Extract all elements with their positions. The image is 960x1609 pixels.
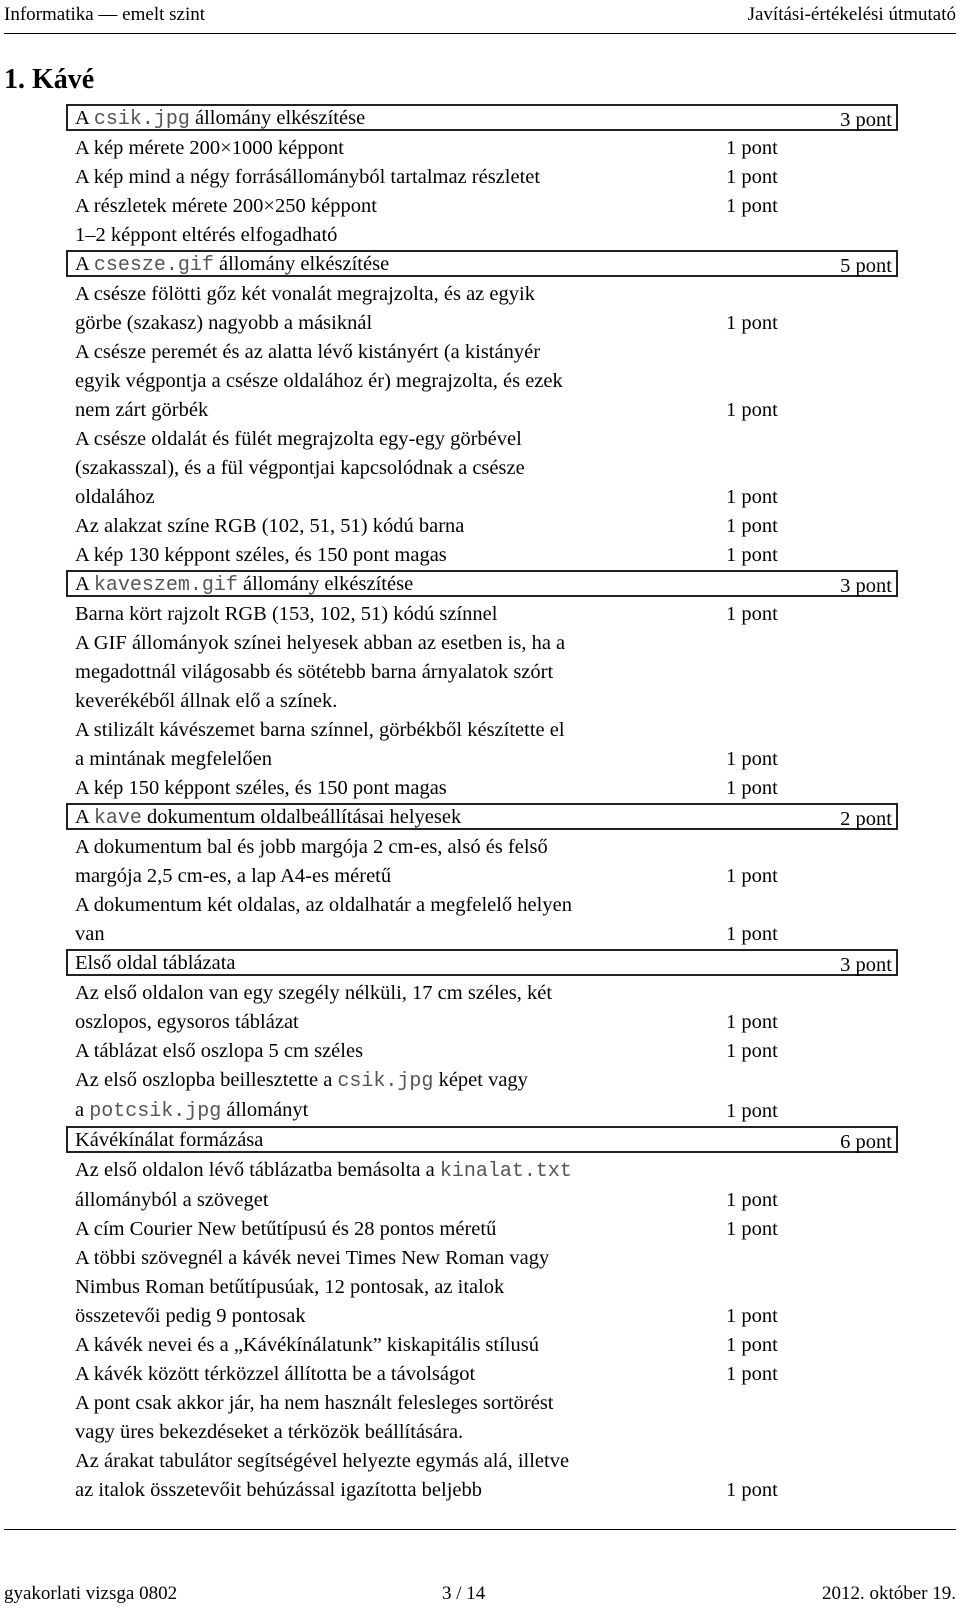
criterion-row: [66, 1215, 898, 1244]
text-fragment: oszlopos, egysoros táblázat: [75, 1011, 299, 1033]
text-fragment: Az első oldalon van egy szegély nélküli, 17 cm széles, két: [75, 982, 553, 1004]
header-subject: Informatika — emelt szint: [4, 4, 206, 25]
criterion-text-line: [66, 1331, 695, 1360]
footer-exam: gyakorlati vizsga 0802: [4, 1583, 178, 1604]
section-header-row: [66, 949, 898, 979]
text-fragment: A táblázat első oszlopa 5 cm széles: [75, 1040, 364, 1062]
section-points: 3 pont: [840, 954, 892, 976]
criterion-text-line: [66, 1096, 695, 1126]
criterion-points: 1 pont: [726, 486, 778, 508]
section-header-row: [66, 570, 898, 600]
criterion-points: 1 pont: [726, 1040, 778, 1062]
text-fragment: 1–2 képpont eltérés elfogadható: [75, 224, 338, 246]
page-title: 1. Kávé: [4, 64, 95, 95]
criterion-points: 1 pont: [726, 923, 778, 945]
criterion-text-line: [66, 396, 695, 425]
text-fragment: A cím Courier New betűtípusú és 28 pontos méretű: [75, 1218, 497, 1240]
criterion-row: [66, 425, 898, 512]
criterion-text-line: [66, 425, 695, 454]
filename-text: jpg: [153, 108, 190, 131]
criterion-row: [66, 541, 898, 570]
text-fragment: A többi szövegnél a kávék nevei Times New Roman vagy: [75, 1247, 550, 1269]
criterion-points: 1 pont: [726, 399, 778, 421]
criterion-points: 1 pont: [726, 1305, 778, 1327]
filename-text: kinalat.txt: [439, 1160, 572, 1183]
criterion-row: [66, 163, 898, 192]
filename-text: csik.jpg: [337, 1070, 434, 1093]
criterion-text-line: [66, 745, 695, 774]
criterion-points: 1 pont: [726, 544, 778, 566]
section-points: 3 pont: [840, 575, 892, 597]
criterion-text-line: [66, 774, 695, 803]
text-fragment: állományt: [221, 1099, 309, 1121]
criterion-text-line: [66, 1273, 695, 1302]
text-fragment: az italok összetevőit behúzással igazította beljebb: [75, 1479, 483, 1501]
filename-text: kave: [93, 807, 142, 830]
criterion-row: [66, 979, 898, 1037]
footer-page-number: 3 / 14: [442, 1583, 486, 1604]
text-fragment: A stilizált kávészemet barna színnel, görbékből készítette el: [75, 719, 565, 741]
criterion-points: 1 pont: [726, 603, 778, 625]
criterion-text-line: [66, 833, 695, 862]
criterion-row: [66, 192, 898, 221]
section-header-row: [66, 250, 898, 280]
text-fragment: állomány elkészítése: [189, 107, 366, 129]
text-fragment: A csésze peremét és az alatta lévő kistányért (a kistányér: [75, 341, 541, 363]
criterion-text-line: [66, 163, 695, 192]
section-points: 6 pont: [840, 1131, 892, 1153]
criterion-text-line: [66, 483, 695, 512]
criterion-points: 1 pont: [726, 515, 778, 537]
criterion-points: 1 pont: [726, 1363, 778, 1385]
criterion-points: 1 pont: [726, 1218, 778, 1240]
text-fragment: Nimbus Roman betűtípusúak, 12 pontosak, az italok: [75, 1276, 505, 1298]
criterion-text-line: [66, 1302, 695, 1331]
criterion-text-line: [66, 920, 695, 949]
text-fragment: állományból a szöveget: [75, 1189, 269, 1211]
text-fragment: (szakasszal), és a fül végpontjai kapcsolódnak a csésze: [75, 457, 525, 479]
section-title: [75, 1127, 263, 1153]
text-fragment: a: [75, 1099, 90, 1121]
criterion-text-line: [66, 367, 695, 396]
section-header-row: [66, 1126, 898, 1156]
header-doc-type: Javítási-értékelési útmutató: [747, 4, 956, 25]
text-fragment: görbe (szakasz) nagyobb a másiknál: [75, 312, 373, 334]
criterion-row: [66, 512, 898, 541]
text-fragment: A kép 130 képpont széles, és 150 pont magas: [75, 544, 447, 566]
section-points: 3 pont: [840, 109, 892, 131]
criterion-text-line: [66, 1156, 695, 1186]
criterion-text-line: [66, 979, 695, 1008]
section-title: [75, 105, 365, 133]
criterion-text-line: [66, 629, 695, 658]
criterion-row: [66, 1066, 898, 1126]
text-fragment: A: [75, 253, 94, 275]
text-fragment: A: [75, 573, 94, 595]
criterion-points: 1 pont: [726, 1479, 778, 1501]
text-fragment: A: [75, 107, 94, 129]
criterion-row: [66, 1360, 898, 1389]
section-title: [75, 251, 389, 279]
text-fragment: összetevői pedig 9 pontosak: [75, 1305, 306, 1327]
filename-text: kaveszem.gif: [93, 574, 238, 597]
criterion-row: [66, 833, 898, 891]
criterion-text-line: [66, 541, 695, 570]
text-fragment: Kávékínálat formázása: [75, 1129, 264, 1151]
criterion-text-line: [66, 134, 695, 163]
criterion-text-line: [66, 687, 695, 716]
criterion-text-line: [66, 862, 695, 891]
footer-rule: [4, 1529, 956, 1530]
text-fragment: A kép mind a négy forrásállományból tartalmaz részletet: [75, 166, 541, 188]
criterion-row: [66, 1244, 898, 1331]
criterion-row: [66, 1037, 898, 1066]
text-fragment: oldalához: [75, 486, 155, 508]
criterion-row: [66, 629, 898, 716]
criterion-row: [66, 1389, 898, 1447]
criterion-text-line: [66, 192, 695, 221]
filename-text: csik.: [93, 108, 154, 131]
text-fragment: Első oldal táblázata: [75, 952, 236, 974]
criterion-text-line: [66, 1476, 695, 1505]
text-fragment: állomány elkészítése: [237, 573, 414, 595]
text-fragment: Az árakat tabulátor segítségével helyezte egymás alá, illetve: [75, 1450, 570, 1472]
scoring-table: [66, 104, 898, 1505]
text-fragment: Az első oszlopba beillesztette a: [75, 1069, 338, 1091]
section-title: [75, 571, 413, 599]
criterion-text-line: [66, 1389, 695, 1418]
criterion-text-line: [66, 1447, 695, 1476]
filename-text: potcsik.jpg: [89, 1100, 222, 1123]
text-fragment: A kávék nevei és a „Kávékínálatunk” kiskapitális stílusú: [75, 1334, 539, 1356]
criterion-points: 1 pont: [726, 1011, 778, 1033]
text-fragment: egyik végpontja a csésze oldalához ér) megrajzolta, és ezek: [75, 370, 563, 392]
criterion-points: 1 pont: [726, 137, 778, 159]
criterion-row: [66, 1156, 898, 1215]
footer-date: 2012. október 19.: [821, 1583, 956, 1604]
criterion-points: 1 pont: [726, 195, 778, 217]
criterion-points: 1 pont: [726, 748, 778, 770]
page-header: [4, 2, 956, 28]
criterion-points: 1 pont: [726, 1334, 778, 1356]
criterion-row: [66, 1331, 898, 1360]
criterion-text-line: [66, 716, 695, 745]
text-fragment: A kép 150 képpont széles, és 150 pont magas: [75, 777, 447, 799]
criterion-row: [66, 221, 898, 250]
text-fragment: A GIF állományok színei helyesek abban az esetben is, ha a: [75, 632, 566, 654]
criterion-row: [66, 774, 898, 803]
criterion-points: 1 pont: [726, 1189, 778, 1211]
criterion-points: 1 pont: [726, 865, 778, 887]
text-fragment: képet vagy: [433, 1069, 528, 1091]
text-fragment: Az első oldalon lévő táblázatba bemásolta a: [75, 1159, 440, 1181]
criterion-text-line: [66, 600, 695, 629]
criterion-text-line: [66, 1037, 695, 1066]
criterion-points: 1 pont: [726, 312, 778, 334]
text-fragment: Az alakzat színe RGB (102, 51, 51) kódú barna: [75, 515, 465, 537]
text-fragment: Barna kört rajzolt RGB (153, 102, 51) kódú színnel: [75, 603, 498, 625]
text-fragment: dokumentum oldalbeállításai helyesek: [141, 806, 462, 828]
criterion-text-line: [66, 512, 695, 541]
criterion-row: [66, 716, 898, 774]
criterion-text-line: [66, 658, 695, 687]
criterion-row: [66, 1447, 898, 1505]
criterion-points: 1 pont: [726, 166, 778, 188]
text-fragment: A kép mérete 200×1000 képpont: [75, 137, 344, 159]
section-title: [75, 950, 236, 976]
criterion-points: 1 pont: [726, 777, 778, 799]
text-fragment: A részletek mérete 200×250 képpont: [75, 195, 377, 217]
header-rule: [4, 33, 956, 34]
criterion-row: [66, 891, 898, 949]
criterion-row: [66, 134, 898, 163]
criterion-text-line: [66, 1360, 695, 1389]
criterion-text-line: [66, 1418, 695, 1447]
text-fragment: nem zárt görbék: [75, 399, 209, 421]
text-fragment: A dokumentum bal és jobb margója 2 cm-es, alsó és felső: [75, 836, 548, 858]
text-fragment: margója 2,5 cm-es, a lap A4-es méretű: [75, 865, 392, 887]
text-fragment: állomány elkészítése: [213, 253, 390, 275]
section-header-row: [66, 803, 898, 833]
text-fragment: A: [75, 806, 94, 828]
criterion-text-line: [66, 309, 695, 338]
text-fragment: vagy üres bekezdéseket a térközök beállítására.: [75, 1421, 464, 1443]
criterion-text-line: [66, 1215, 695, 1244]
criterion-text-line: [66, 1066, 695, 1096]
text-fragment: van: [75, 923, 105, 945]
criterion-text-line: [66, 1186, 695, 1215]
criterion-text-line: [66, 1244, 695, 1273]
filename-text: csesze.gif: [93, 254, 214, 277]
criterion-row: [66, 600, 898, 629]
criterion-row: [66, 280, 898, 338]
criterion-row: [66, 338, 898, 425]
text-fragment: A dokumentum két oldalas, az oldalhatár a megfelelő helyen: [75, 894, 572, 916]
text-fragment: a mintának megfelelően: [75, 748, 272, 770]
criterion-text-line: [66, 1008, 695, 1037]
text-fragment: A csésze fölötti gőz két vonalát megrajzolta, és az egyik: [75, 283, 535, 305]
section-title: [75, 804, 461, 832]
criterion-text-line: [66, 221, 695, 250]
text-fragment: A kávék között térközzel állította be a távolságot: [75, 1363, 476, 1385]
criterion-points: 1 pont: [726, 1100, 778, 1122]
section-points: 5 pont: [840, 255, 892, 277]
section-header-row: [66, 104, 898, 134]
text-fragment: megadottnál világosabb és sötétebb barna árnyalatok szórt: [75, 661, 554, 683]
text-fragment: A csésze oldalát és fülét megrajzolta egy-egy görbével: [75, 428, 522, 450]
criterion-text-line: [66, 891, 695, 920]
criterion-text-line: [66, 338, 695, 367]
text-fragment: keverékéből állnak elő a színek.: [75, 690, 338, 712]
criterion-text-line: [66, 454, 695, 483]
section-points: 2 pont: [840, 808, 892, 830]
criterion-text-line: [66, 280, 695, 309]
text-fragment: A pont csak akkor jár, ha nem használt felesleges sortörést: [75, 1392, 554, 1414]
